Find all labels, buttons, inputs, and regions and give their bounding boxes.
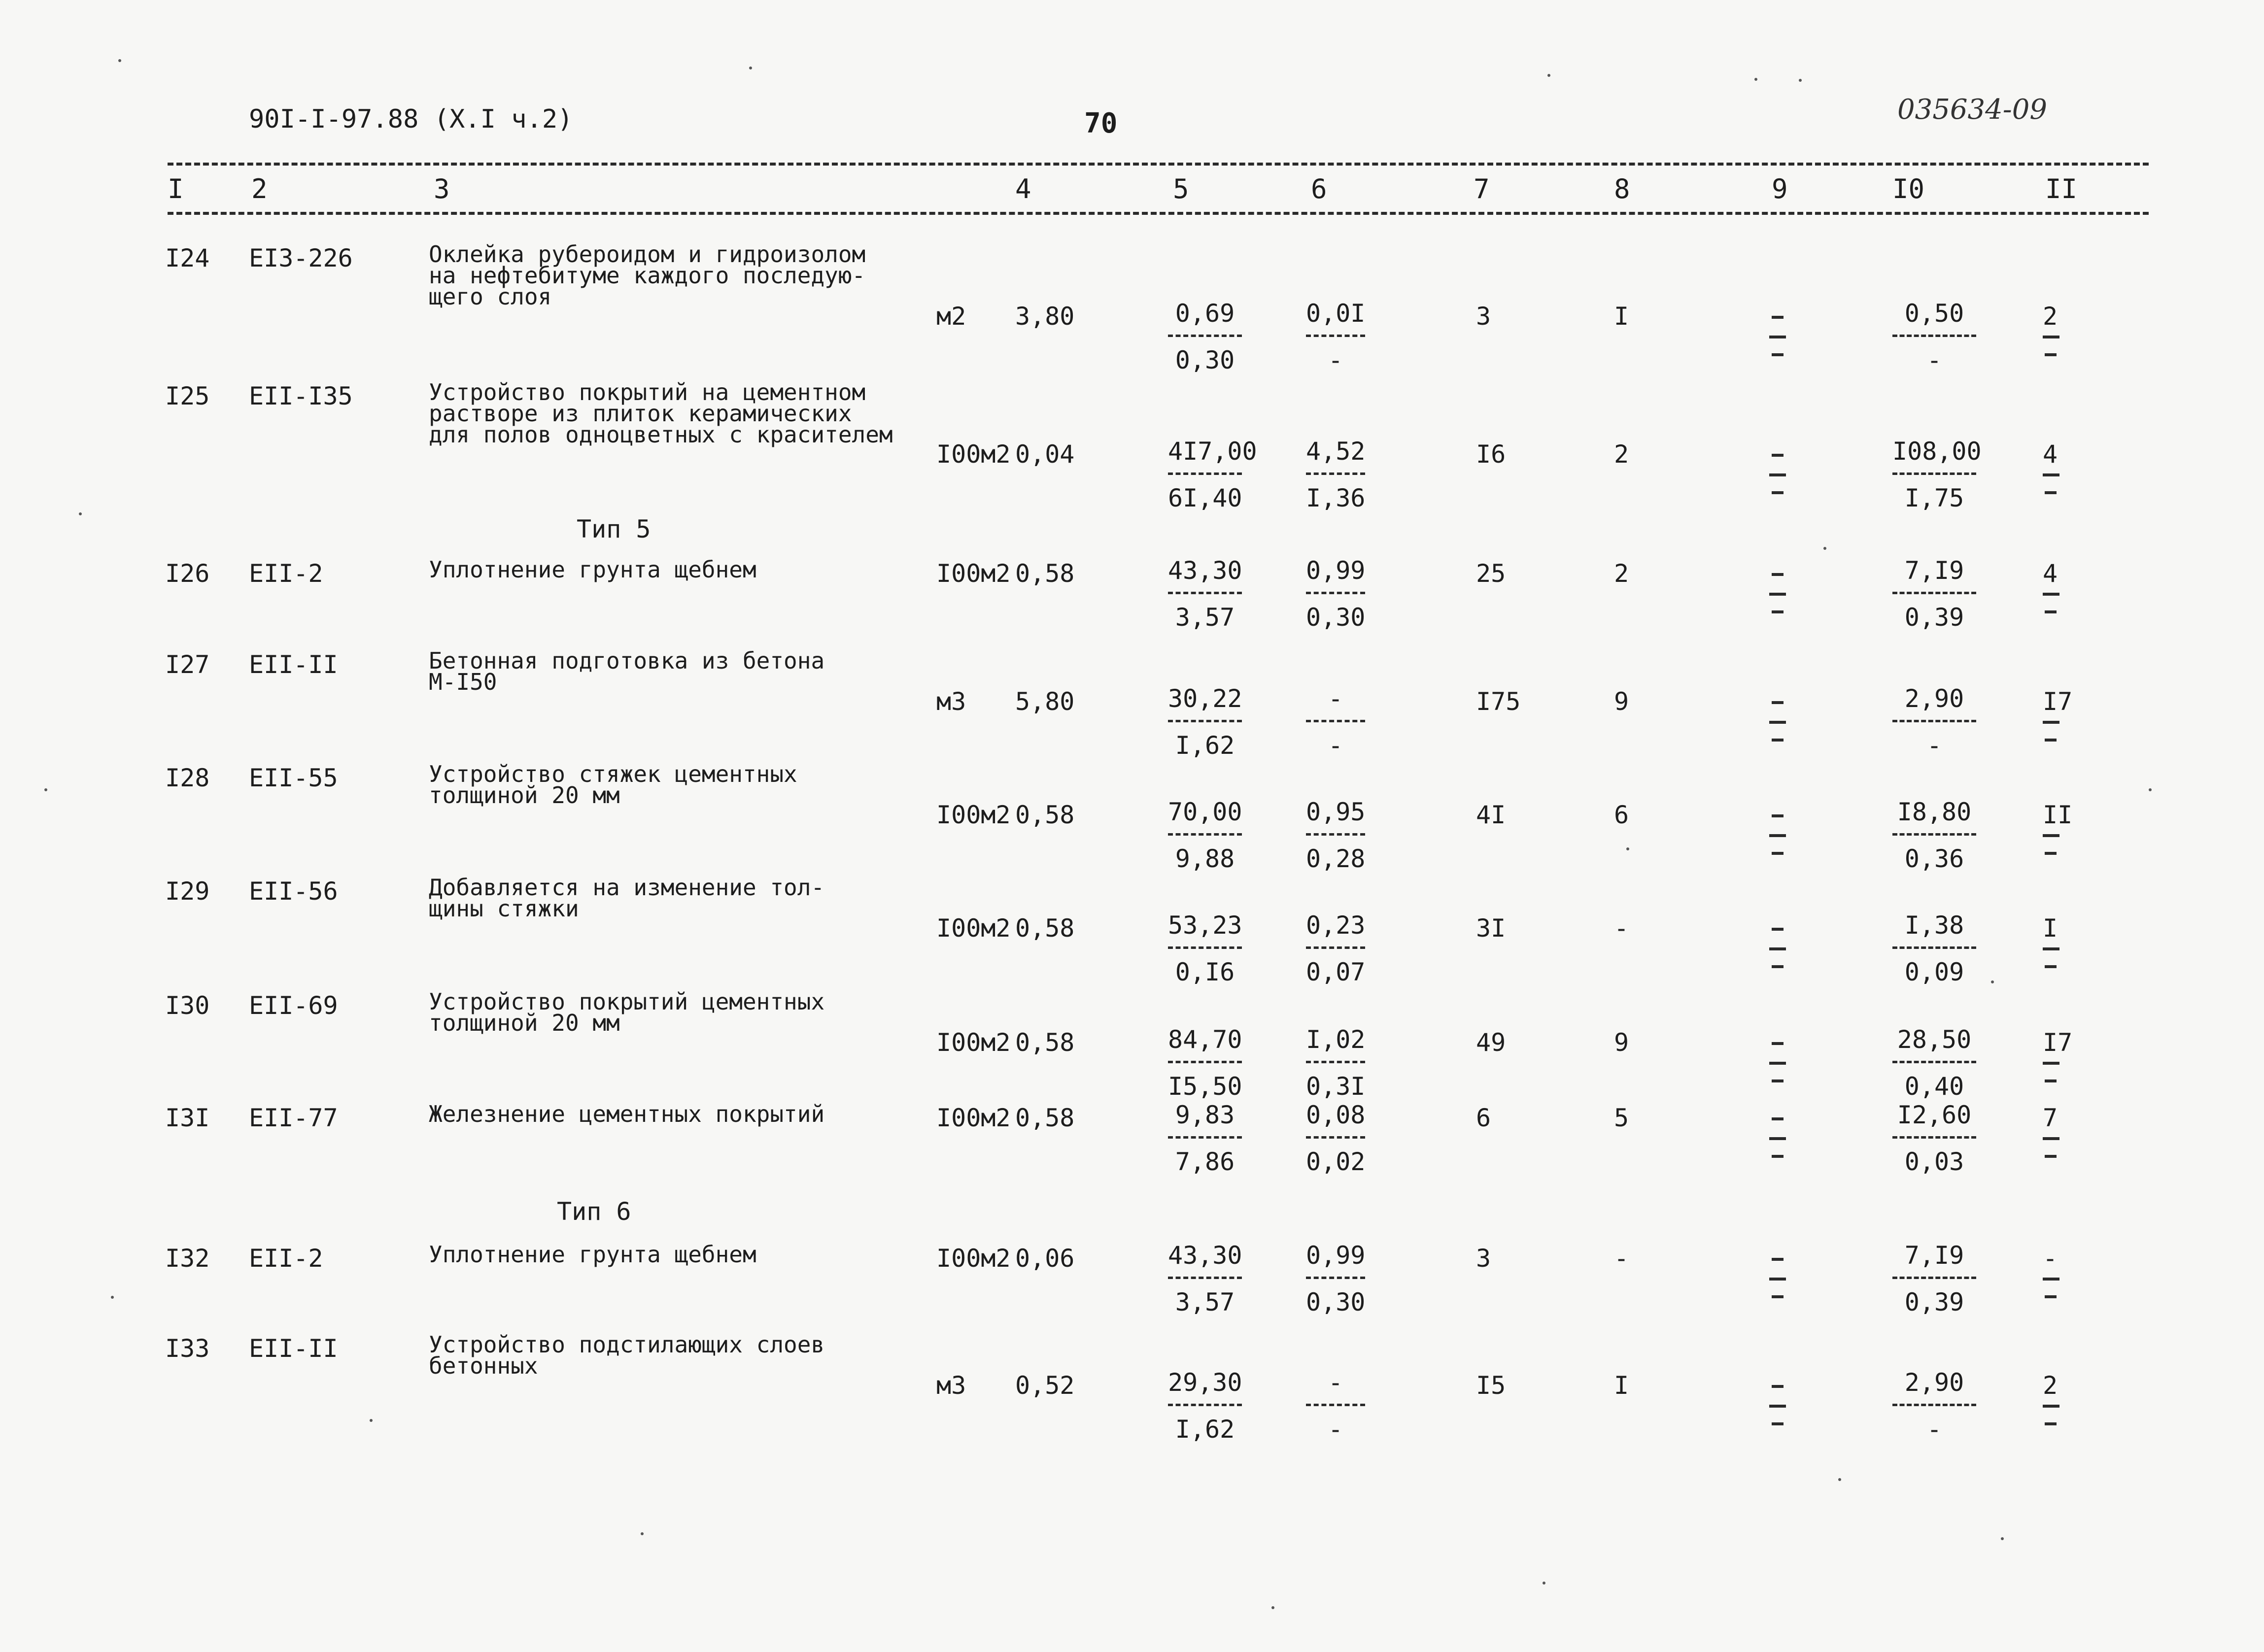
fraction-denominator: 0,40 <box>1904 1072 1964 1101</box>
row-number: I30 <box>165 991 210 1020</box>
fraction-col-5 <box>1168 798 1242 873</box>
col-11-marks <box>2043 1062 2072 1081</box>
col-8-value: I <box>1614 1371 1629 1400</box>
unit: I00м2 <box>936 801 1011 829</box>
fraction-denominator: I,75 <box>1904 484 1964 512</box>
fraction-denominator: 6I,40 <box>1168 484 1242 512</box>
norm-code: EII-2 <box>249 1244 323 1273</box>
col-8-value: 2 <box>1614 440 1629 469</box>
work-description: Устройство покрытий цементных толщиной 20 мм <box>429 988 825 1036</box>
fraction-numerator: I,02 <box>1306 1025 1365 1063</box>
col-9-empty-marks <box>1769 928 1799 967</box>
fraction-numerator: 0,50 <box>1892 299 1976 337</box>
col-9-empty-marks <box>1769 1042 1799 1081</box>
fraction-numerator: 0,23 <box>1306 911 1365 949</box>
col-11-marks <box>2043 593 2072 612</box>
fraction-numerator: I2,60 <box>1892 1101 1976 1139</box>
column-number-11: II <box>2045 173 2078 204</box>
fraction-col-5 <box>1168 911 1242 986</box>
norm-code: EII-I35 <box>249 382 353 410</box>
fraction-denominator: I5,50 <box>1168 1072 1242 1101</box>
row-number: I33 <box>165 1334 210 1363</box>
fraction-col-6 <box>1306 556 1365 632</box>
fraction-col-6 <box>1306 1101 1365 1176</box>
unit: м3 <box>936 1371 966 1400</box>
col-9-empty-marks <box>1769 814 1799 854</box>
col-11-value: I7 <box>2043 1028 2073 1057</box>
col-9-empty-marks <box>1769 701 1799 741</box>
fraction-col-6 <box>1306 299 1365 374</box>
col-11-value: 4 <box>2043 559 2058 588</box>
col-7-value: I75 <box>1476 687 1521 716</box>
column-number-5: 5 <box>1173 173 1189 204</box>
quantity: 0,58 <box>1015 559 1075 588</box>
fraction-col-6 <box>1306 1368 1365 1444</box>
col-8-value: - <box>1614 914 1629 943</box>
fraction-numerator: 70,00 <box>1168 798 1242 836</box>
fraction-numerator: I8,80 <box>1892 798 1976 836</box>
row-number: I3I <box>165 1104 210 1132</box>
fraction-denominator: 0,36 <box>1904 844 1964 873</box>
col-9-empty-marks <box>1769 454 1799 493</box>
norm-code: EII-II <box>249 650 338 679</box>
row-number: I25 <box>165 382 210 410</box>
fraction-col-6 <box>1306 437 1365 512</box>
quantity: 0,58 <box>1015 914 1075 943</box>
fraction-numerator: 43,30 <box>1168 556 1242 594</box>
col-11-marks <box>2043 1137 2072 1157</box>
fraction-numerator: I,38 <box>1892 911 1976 949</box>
col-9-empty-marks <box>1769 573 1799 612</box>
fraction-denominator: - <box>1328 1415 1343 1444</box>
fraction-col-10 <box>1892 684 1976 760</box>
fraction-col-6 <box>1306 684 1365 760</box>
fraction-col-5 <box>1168 1368 1242 1444</box>
fraction-col-10 <box>1892 798 1976 873</box>
quantity: 0,58 <box>1015 1028 1075 1057</box>
fraction-denominator: 0,28 <box>1306 844 1366 873</box>
fraction-numerator: 43,30 <box>1168 1241 1242 1279</box>
work-description: Бетонная подготовка из бетона М-I50 <box>429 647 825 695</box>
fraction-col-10 <box>1892 1241 1976 1316</box>
norm-code: EII-55 <box>249 764 338 792</box>
col-9-empty-marks <box>1769 1385 1799 1424</box>
fraction-denominator: 0,39 <box>1904 1288 1964 1316</box>
quantity: 0,58 <box>1015 1104 1075 1132</box>
col-7-value: 3I <box>1476 914 1506 943</box>
col-9-empty-marks <box>1769 1117 1799 1157</box>
fraction-col-10 <box>1892 299 1976 374</box>
fraction-denominator: 0,02 <box>1306 1147 1366 1176</box>
work-description: Устройство покрытий на цементном растворе из плиток керамических для полов одноцветных с красителем <box>429 379 893 448</box>
col-11-value: 4 <box>2043 440 2058 469</box>
col-11-marks <box>2043 473 2072 493</box>
fraction-col-5 <box>1168 299 1242 374</box>
quantity: 0,04 <box>1015 440 1075 469</box>
col-11-value: 2 <box>2043 302 2058 331</box>
norm-code: EII-56 <box>249 877 338 906</box>
fraction-col-10 <box>1892 437 1982 512</box>
col-7-value: 3 <box>1476 1244 1491 1273</box>
col-11-value: I <box>2043 914 2058 943</box>
fraction-denominator: - <box>1926 1415 1942 1444</box>
work-description: Оклейка рубероидом и гидроизолом на нефтебитуме каждого последую- щего слоя <box>429 241 866 310</box>
norm-code: EII-2 <box>249 559 323 588</box>
fraction-denominator: - <box>1926 731 1942 760</box>
col-11-marks <box>2043 947 2072 967</box>
fraction-col-5 <box>1168 1101 1242 1176</box>
work-description: Устройство стяжек цементных толщиной 20 мм <box>429 761 797 809</box>
fraction-denominator: I,62 <box>1175 1415 1235 1444</box>
col-7-value: I6 <box>1476 440 1506 469</box>
column-number-4: 4 <box>1015 173 1031 204</box>
col-7-value: 4I <box>1476 801 1506 829</box>
col-11-marks <box>2043 1405 2072 1424</box>
col-11-value: I7 <box>2043 687 2073 716</box>
col-9-empty-marks <box>1769 316 1799 355</box>
quantity: 0,06 <box>1015 1244 1075 1273</box>
fraction-denominator: I,62 <box>1175 731 1235 760</box>
fraction-denominator: 0,03 <box>1904 1147 1964 1176</box>
section-heading: Тип 5 <box>577 515 651 543</box>
column-number-3: 3 <box>434 173 450 204</box>
column-number-8: 8 <box>1614 173 1630 204</box>
fraction-col-5 <box>1168 1241 1242 1316</box>
col-11-value: II <box>2043 801 2073 829</box>
work-description: Уплотнение грунта щебнем <box>429 1241 756 1268</box>
col-11-marks <box>2043 1278 2072 1297</box>
quantity: 3,80 <box>1015 302 1075 331</box>
fraction-numerator: 53,23 <box>1168 911 1242 949</box>
col-11-marks <box>2043 336 2072 355</box>
fraction-numerator: 7,I9 <box>1892 1241 1976 1279</box>
fraction-col-5 <box>1168 1025 1242 1101</box>
column-number-10: I0 <box>1892 173 1925 204</box>
fraction-numerator: 9,83 <box>1168 1101 1242 1139</box>
col-7-value: 25 <box>1476 559 1506 588</box>
fraction-col-6 <box>1306 798 1365 873</box>
column-number-2: 2 <box>251 173 268 204</box>
fraction-denominator: 0,3I <box>1306 1072 1366 1101</box>
col-8-value: 9 <box>1614 687 1629 716</box>
unit: I00м2 <box>936 914 1011 943</box>
header-bottom-rule <box>168 212 2149 215</box>
col-8-value: 9 <box>1614 1028 1629 1057</box>
col-11-marks <box>2043 721 2072 741</box>
fraction-col-10 <box>1892 911 1976 986</box>
row-number: I26 <box>165 559 210 588</box>
col-7-value: 49 <box>1476 1028 1506 1057</box>
work-description: Уплотнение грунта щебнем <box>429 556 756 583</box>
quantity: 0,58 <box>1015 801 1075 829</box>
fraction-col-5 <box>1168 684 1242 760</box>
fraction-denominator: 7,86 <box>1175 1147 1235 1176</box>
work-description: Добавляется на изменение тол- щины стяжки <box>429 874 825 922</box>
page-number: 70 <box>1084 107 1118 139</box>
col-8-value: I <box>1614 302 1629 331</box>
fraction-numerator: - <box>1306 1368 1365 1406</box>
fraction-col-6 <box>1306 1241 1365 1316</box>
col-8-value: 5 <box>1614 1104 1629 1132</box>
unit: I00м2 <box>936 1104 1011 1132</box>
fraction-numerator: 0,08 <box>1306 1101 1365 1139</box>
quantity: 5,80 <box>1015 687 1075 716</box>
unit: м3 <box>936 687 966 716</box>
fraction-numerator: 30,22 <box>1168 684 1242 722</box>
column-number-9: 9 <box>1772 173 1788 204</box>
col-11-value: - <box>2043 1244 2058 1273</box>
fraction-denominator: 3,57 <box>1175 603 1235 632</box>
fraction-denominator: 0,I6 <box>1175 958 1235 986</box>
fraction-col-10 <box>1892 1101 1976 1176</box>
unit: м2 <box>936 302 966 331</box>
fraction-denominator: 0,39 <box>1904 603 1964 632</box>
fraction-col-5 <box>1168 556 1242 632</box>
fraction-denominator: 3,57 <box>1175 1288 1235 1316</box>
norm-code: EI3-226 <box>249 244 353 272</box>
col-7-value: 3 <box>1476 302 1491 331</box>
fraction-numerator: 0,95 <box>1306 798 1365 836</box>
row-number: I32 <box>165 1244 210 1273</box>
work-description: Устройство подстилающих слоев бетонных <box>429 1331 825 1379</box>
unit: I00м2 <box>936 559 1011 588</box>
fraction-numerator: - <box>1306 684 1365 722</box>
fraction-numerator: 4,52 <box>1306 437 1365 475</box>
row-number: I29 <box>165 877 210 906</box>
fraction-col-10 <box>1892 1025 1976 1101</box>
row-number: I27 <box>165 650 210 679</box>
fraction-denominator: - <box>1926 346 1942 374</box>
col-7-value: 6 <box>1476 1104 1491 1132</box>
unit: I00м2 <box>936 1244 1011 1273</box>
fraction-denominator: 0,30 <box>1306 1288 1366 1316</box>
fraction-col-10 <box>1892 1368 1976 1444</box>
fraction-numerator: I08,00 <box>1892 437 1976 475</box>
unit: I00м2 <box>936 440 1011 469</box>
col-11-value: 2 <box>2043 1371 2058 1400</box>
fraction-numerator: 0,0I <box>1306 299 1365 337</box>
fraction-denominator: 0,30 <box>1306 603 1366 632</box>
fraction-numerator: 84,70 <box>1168 1025 1242 1063</box>
fraction-numerator: 0,99 <box>1306 556 1365 594</box>
handwritten-note: 035634-09 <box>1897 94 2047 126</box>
fraction-numerator: 4I7,00 <box>1168 437 1242 475</box>
quantity: 0,52 <box>1015 1371 1075 1400</box>
document-code: 90I-I-97.88 (X.I ч.2) <box>249 104 573 134</box>
fraction-numerator: 28,50 <box>1892 1025 1976 1063</box>
fraction-denominator: I,36 <box>1306 484 1366 512</box>
norm-code: EII-69 <box>249 991 338 1020</box>
fraction-numerator: 0,69 <box>1168 299 1242 337</box>
col-8-value: 6 <box>1614 801 1629 829</box>
fraction-numerator: 2,90 <box>1892 1368 1976 1406</box>
fraction-numerator: 7,I9 <box>1892 556 1976 594</box>
column-number-7: 7 <box>1474 173 1490 204</box>
fraction-denominator: - <box>1328 346 1343 374</box>
fraction-col-10 <box>1892 556 1976 632</box>
fraction-denominator: 0,30 <box>1175 346 1235 374</box>
fraction-numerator: 2,90 <box>1892 684 1976 722</box>
fraction-col-6 <box>1306 1025 1365 1101</box>
fraction-col-6 <box>1306 911 1365 986</box>
column-number-6: 6 <box>1311 173 1327 204</box>
col-8-value: 2 <box>1614 559 1629 588</box>
fraction-numerator: 29,30 <box>1168 1368 1242 1406</box>
row-number: I24 <box>165 244 210 272</box>
unit: I00м2 <box>936 1028 1011 1057</box>
fraction-denominator: 0,07 <box>1306 958 1366 986</box>
row-number: I28 <box>165 764 210 792</box>
column-number-1: I <box>168 173 184 204</box>
norm-code: EII-II <box>249 1334 338 1363</box>
fraction-denominator: 0,09 <box>1904 958 1964 986</box>
fraction-numerator: 0,99 <box>1306 1241 1365 1279</box>
fraction-col-5 <box>1168 437 1257 512</box>
fraction-denominator: - <box>1328 731 1343 760</box>
header-top-rule <box>168 163 2149 166</box>
col-8-value: - <box>1614 1244 1629 1273</box>
norm-code: EII-77 <box>249 1104 338 1132</box>
section-heading: Тип 6 <box>557 1197 631 1226</box>
col-11-marks <box>2043 834 2072 854</box>
fraction-denominator: 9,88 <box>1175 844 1235 873</box>
col-7-value: I5 <box>1476 1371 1506 1400</box>
col-9-empty-marks <box>1769 1258 1799 1297</box>
col-11-value: 7 <box>2043 1104 2058 1132</box>
work-description: Железнение цементных покрытий <box>429 1101 825 1127</box>
